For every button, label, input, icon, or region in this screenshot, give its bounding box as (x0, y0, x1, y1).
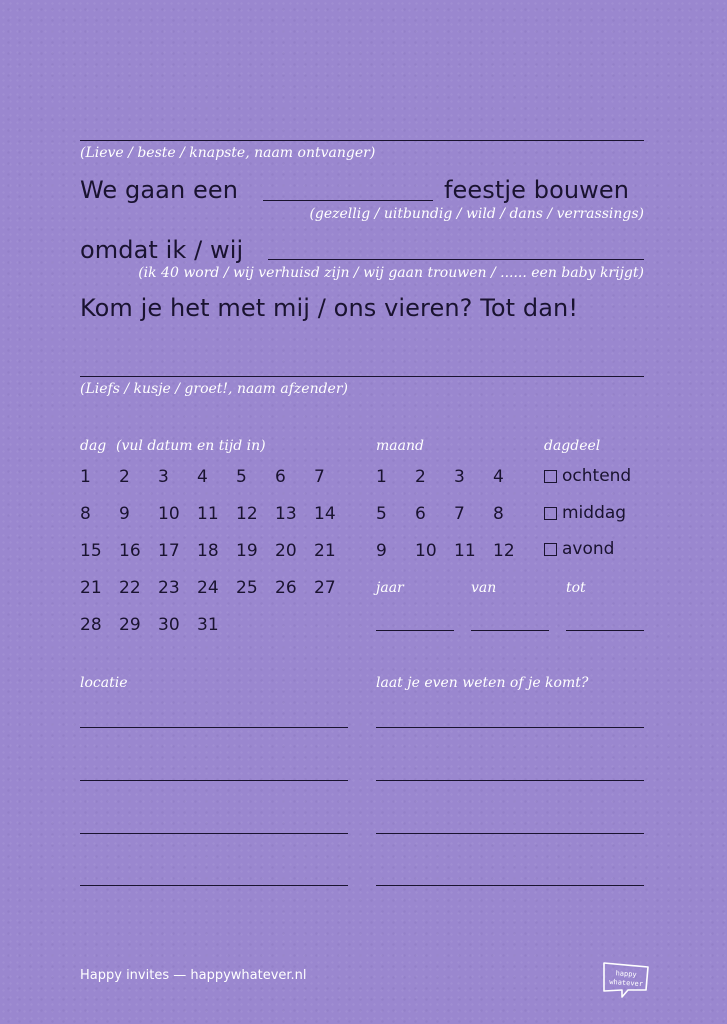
day-option[interactable]: 15 (80, 541, 102, 561)
day-option[interactable]: 10 (158, 504, 180, 524)
recipient-line[interactable] (80, 140, 644, 141)
day-option[interactable]: 29 (119, 615, 141, 635)
month-option[interactable]: 7 (454, 504, 465, 524)
month-option[interactable]: 8 (493, 504, 504, 524)
month-option[interactable]: 2 (415, 467, 426, 487)
month-option[interactable]: 3 (454, 467, 465, 487)
party-type-hint: (gezellig / uitbundig / wild / dans / verrassings) (309, 206, 644, 222)
rsvp-line[interactable] (376, 780, 644, 781)
day-option[interactable]: 16 (119, 541, 141, 561)
day-option[interactable]: 11 (197, 504, 219, 524)
reason-text: omdat ik / wij (80, 236, 244, 264)
day-option[interactable]: 30 (158, 615, 180, 635)
day-option[interactable]: 13 (275, 504, 297, 524)
sender-hint: (Liefs / kusje / groet!, naam afzender) (80, 381, 348, 397)
rsvp-line[interactable] (376, 833, 644, 834)
party-type-blank[interactable] (263, 200, 433, 201)
locatie-line[interactable] (80, 727, 348, 728)
month-option[interactable]: 11 (454, 541, 476, 561)
month-option[interactable]: 9 (376, 541, 387, 561)
party-intro-text: We gaan een (80, 176, 239, 204)
day-option[interactable]: 17 (158, 541, 180, 561)
van-label: van (471, 580, 497, 596)
day-option[interactable]: 22 (119, 578, 141, 598)
locatie-line[interactable] (80, 780, 348, 781)
day-option[interactable]: 18 (197, 541, 219, 561)
day-option[interactable]: 23 (158, 578, 180, 598)
day-option[interactable]: 21 (314, 541, 336, 561)
rsvp-label: laat je even weten of je komt? (376, 675, 589, 691)
invite-question: Kom je het met mij / ons vieren? Tot dan! (80, 294, 579, 322)
locatie-line[interactable] (80, 833, 348, 834)
month-option[interactable]: 6 (415, 504, 426, 524)
dagdeel-option-avond[interactable]: avond (544, 539, 614, 559)
dagdeel-option-ochtend[interactable]: ochtend (544, 466, 631, 486)
dagdeel-label: dagdeel (544, 438, 601, 454)
day-option[interactable]: 19 (236, 541, 258, 561)
day-option[interactable]: 31 (197, 615, 219, 635)
day-option[interactable]: 26 (275, 578, 297, 598)
day-option[interactable]: 27 (314, 578, 336, 598)
reason-hint: (ik 40 word / wij verhuisd zijn / wij gaan trouwen / ...... een baby krijgt) (138, 265, 644, 281)
day-option[interactable]: 12 (236, 504, 258, 524)
day-option[interactable]: 9 (119, 504, 130, 524)
month-option[interactable]: 1 (376, 467, 387, 487)
locatie-label: locatie (80, 675, 128, 691)
day-option[interactable]: 4 (197, 467, 208, 487)
sender-line[interactable] (80, 376, 644, 377)
month-option[interactable]: 4 (493, 467, 504, 487)
footer-text: Happy invites — happywhatever.nl (80, 968, 307, 983)
rsvp-line[interactable] (376, 885, 644, 886)
logo-word-whatever: whatever (609, 977, 644, 989)
day-option[interactable]: 20 (275, 541, 297, 561)
day-option[interactable]: 28 (80, 615, 102, 635)
locatie-line[interactable] (80, 885, 348, 886)
day-option[interactable]: 2 (119, 467, 130, 487)
day-option[interactable]: 14 (314, 504, 336, 524)
month-option[interactable]: 10 (415, 541, 437, 561)
day-option[interactable]: 21 (80, 578, 102, 598)
checkbox-icon[interactable] (544, 470, 557, 483)
day-option[interactable]: 1 (80, 467, 91, 487)
jaar-label: jaar (376, 580, 404, 596)
day-option[interactable]: 5 (236, 467, 247, 487)
day-option[interactable]: 7 (314, 467, 325, 487)
rsvp-line[interactable] (376, 727, 644, 728)
recipient-hint: (Lieve / beste / knapste, naam ontvanger) (80, 145, 376, 161)
tot-label: tot (566, 580, 586, 596)
dag-label: dag (80, 438, 107, 454)
day-option[interactable]: 6 (275, 467, 286, 487)
maand-label: maand (376, 438, 424, 454)
month-option[interactable]: 5 (376, 504, 387, 524)
jaar-blank[interactable] (376, 630, 454, 631)
dagdeel-option-middag[interactable]: middag (544, 503, 626, 523)
day-option[interactable]: 25 (236, 578, 258, 598)
day-option[interactable]: 24 (197, 578, 219, 598)
checkbox-icon[interactable] (544, 507, 557, 520)
van-blank[interactable] (471, 630, 549, 631)
tot-blank[interactable] (566, 630, 644, 631)
checkbox-icon[interactable] (544, 543, 557, 556)
day-option[interactable]: 3 (158, 467, 169, 487)
logo-word-happy: happy (615, 969, 637, 979)
happywhatever-logo-icon (600, 960, 652, 1000)
party-outro-text: feestje bouwen (444, 176, 630, 204)
month-option[interactable]: 12 (493, 541, 515, 561)
reason-blank[interactable] (268, 259, 644, 260)
dag-hint: (vul datum en tijd in) (116, 438, 266, 454)
day-option[interactable]: 8 (80, 504, 91, 524)
